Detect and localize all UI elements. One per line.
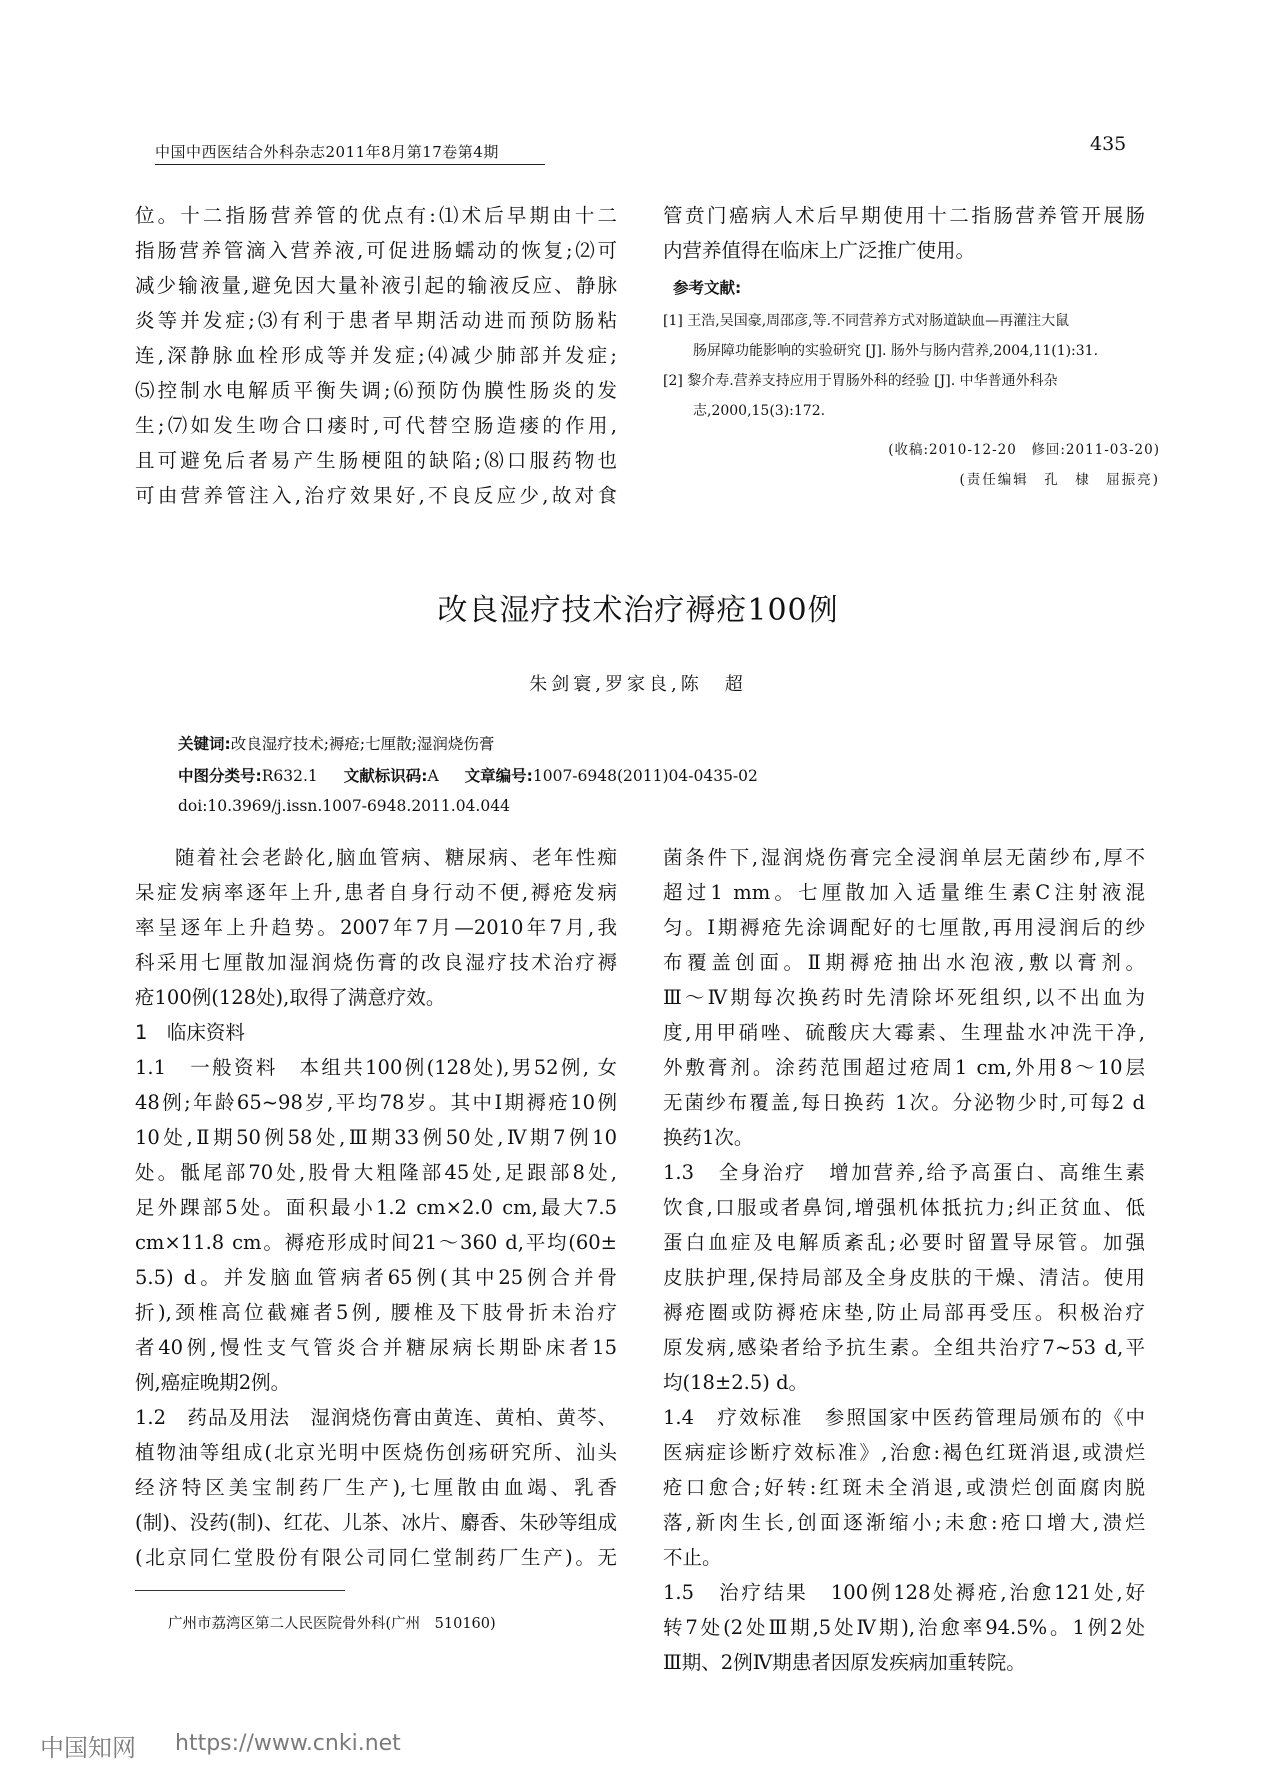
text-line: 折),颈椎高位截瘫者5例, 腰椎及下肢骨折未治疗	[135, 1301, 617, 1324]
text-line: 位。十二指肠营养管的优点有:⑴术后早期由十二	[135, 204, 617, 227]
references-list	[663, 306, 1173, 426]
cnki-watermark-brand: 中国知网	[40, 1734, 136, 1762]
text-line: 者40例,慢性支气管炎合并糖尿病长期卧床者15	[135, 1336, 617, 1359]
text-line: ⑸控制水电解质平衡失调;⑹预防伪膜性肠炎的发	[135, 379, 617, 402]
text-line: 减少输液量,避免因大量补液引起的输液反应、静脉	[135, 274, 617, 297]
text-line: 48例;年龄65~98岁,平均78岁。其中Ⅰ期褥疮10例	[135, 1091, 617, 1114]
keywords: 改良湿疗技术;褥疮;七厘散;湿润烧伤膏	[230, 735, 495, 753]
prev-article-right-column	[663, 198, 1145, 268]
text-line: 炎等并发症;⑶有利于患者早期活动进而预防肠粘	[135, 309, 617, 332]
text-line: 且可避免后者易产生肠梗阻的缺陷;⑻口服药物也	[135, 449, 617, 472]
reference-line: 肠屏障功能影响的实验研究 [J]. 肠外与肠内营养,2004,11(1):31.	[693, 343, 1099, 359]
article-no-value: 1007-6948(2011)04-0435-02	[532, 767, 758, 785]
text-line: 内营养值得在临床上广泛推广使用。	[663, 239, 976, 262]
header-rule	[155, 164, 545, 165]
article-title: 改良湿疗技术治疗褥疮100例	[437, 593, 839, 628]
text-line: 可由营养管注入,治疗效果好,不良反应少,故对食	[135, 484, 617, 507]
text-line: 医病症诊断疗效标准》,治愈:褐色红斑消退,或溃烂	[663, 1441, 1145, 1464]
doi-line: doi:10.3969/j.issn.1007-6948.2011.04.044	[178, 797, 510, 815]
text-line: 落,新肉生长,创面逐渐缩小;未愈:疮口增大,溃烂	[663, 1511, 1145, 1534]
text-line: 疮口愈合;好转:红斑未全消退,或溃烂创面腐肉脱	[663, 1476, 1145, 1499]
text-line: 原发病,感染者给予抗生素。全组共治疗7~53 d,平	[663, 1336, 1145, 1359]
text-line: 1.1 一般资料 本组共100例(128处),男52例, 女	[135, 1056, 617, 1079]
text-line: 1.4 疗效标准 参照国家中医药管理局颁布的《中	[663, 1406, 1145, 1429]
text-line: 率呈逐年上升趋势。2007年7月—2010年7月,我	[135, 916, 617, 939]
text-line: 菌条件下,湿润烧伤膏完全浸润单层无菌纱布,厚不	[663, 846, 1145, 869]
section-heading: 1 临床资料	[135, 1021, 245, 1044]
text-line: 均(18±2.5) d。	[663, 1371, 809, 1394]
text-line: cm×11.8 cm。褥疮形成时间21～360 d,平均(60±	[135, 1231, 617, 1254]
text-line: 连,深静脉血栓形成等并发症;⑷减少肺部并发症;	[135, 344, 617, 367]
text-line: 管贲门癌病人术后早期使用十二指肠营养管开展肠	[663, 204, 1145, 227]
text-line: 例,癌症晚期2例。	[135, 1371, 291, 1394]
author-affiliation-footnote: 广州市荔湾区第二人民医院骨外科(广州 510160)	[168, 1616, 496, 1632]
cnki-watermark-url[interactable]: https://www.cnki.net	[175, 1731, 401, 1756]
text-line: 饮食,口服或者鼻饲,增强机体抵抗力;纠正贫血、低	[663, 1196, 1145, 1219]
text-line: 度,用甲硝唑、硫酸庆大霉素、生理盐水冲洗干净,	[663, 1021, 1145, 1044]
text-line: Ⅲ期、2例Ⅳ期患者因原发疾病加重转院。	[663, 1651, 1026, 1674]
text-line: 经济特区美宝制药厂生产),七厘散由血竭、乳香	[135, 1476, 617, 1499]
text-line: 1.5 治疗结果 100例128处褥疮,治愈121处,好	[663, 1581, 1145, 1604]
received-dates: (收稿:2010-12-20 修回:2011-03-20)	[888, 442, 1160, 458]
text-line: 1.2 药品及用法 湿润烧伤膏由黄连、黄柏、黄芩、	[135, 1406, 617, 1429]
text-line: 皮肤护理,保持局部及全身皮肤的干燥、清洁。使用	[663, 1266, 1145, 1289]
text-line: 转7处(2处Ⅲ期,5处Ⅳ期),治愈率94.5%。1例2处	[663, 1616, 1145, 1639]
clc-label: 中图分类号:	[178, 767, 262, 785]
article-no-label: 文章编号:	[464, 767, 533, 785]
text-line: 处。骶尾部70处,股骨大粗隆部45处,足跟部8处,	[135, 1161, 617, 1184]
reference-line: 志,2000,15(3):172.	[693, 403, 826, 419]
article-left-column	[135, 840, 617, 1575]
text-line: 匀。Ⅰ期褥疮先涂调配好的七厘散,再用浸润后的纱	[663, 916, 1145, 939]
text-line: 蛋白血症及电解质紊乱;必要时留置导尿管。加强	[663, 1231, 1145, 1254]
reference-line: [2] 黎介寿.营养支持应用于胃肠外科的经验 [J]. 中华普通外科杂	[663, 373, 1058, 389]
text-line: 换药1次。	[663, 1126, 754, 1149]
journal-header: 中国中西医结合外科杂志2011年8月第17卷第4期	[155, 143, 499, 161]
text-line: 无菌纱布覆盖,每日换药 1次。分泌物少时,可每2 d	[663, 1091, 1145, 1114]
keywords-label: 关键词:	[178, 735, 231, 753]
text-line: 褥疮圈或防褥疮床垫,防止局部再受压。积极治疗	[663, 1301, 1145, 1324]
text-line: 科采用七厘散加湿润烧伤膏的改良湿疗技术治疗褥	[135, 951, 617, 974]
article-authors: 朱剑寰,罗家良,陈 超	[529, 674, 747, 695]
responsible-editors: (责任编辑 孔 棣 屈振亮)	[959, 472, 1160, 488]
text-line: 不止。	[663, 1546, 722, 1569]
reference-line: [1] 王浩,吴国豪,周邵彦,等.不同营养方式对肠道缺血—再灌注大鼠	[663, 313, 1070, 329]
references-title: 参考文献:	[673, 279, 742, 297]
text-line: 5.5) d。并发脑血管病者65例(其中25例合并骨	[135, 1266, 617, 1289]
text-line: 1.3 全身治疗 增加营养,给予高蛋白、高维生素	[663, 1161, 1145, 1184]
keywords-line	[178, 732, 494, 754]
article-right-column	[663, 840, 1145, 1680]
text-line: (制)、没药(制)、红花、儿茶、冰片、麝香、朱砂等组成	[135, 1511, 617, 1534]
text-line: 呆症发病率逐年上升,患者自身行动不便,褥疮发病	[135, 881, 617, 904]
text-line: 外敷膏剂。涂药范围超过疮周1 cm,外用8～10层	[663, 1056, 1145, 1079]
text-line: 10处,Ⅱ期50例58处,Ⅲ期33例50处,Ⅳ期7例10	[135, 1126, 617, 1149]
text-line: 足外踝部5处。面积最小1.2 cm×2.0 cm,最大7.5	[135, 1196, 617, 1219]
classification-line	[178, 764, 758, 786]
text-line: 植物油等组成(北京光明中医烧伤创疡研究所、汕头	[135, 1441, 617, 1464]
doc-code-value: A	[427, 767, 439, 785]
text-line: 随着社会老龄化,脑血管病、糖尿病、老年性痴	[175, 846, 617, 869]
text-line: 超过1 mm。七厘散加入适量维生素C注射液混	[663, 881, 1145, 904]
doc-code-label: 文献标识码:	[343, 767, 428, 785]
page-number: 435	[1090, 133, 1127, 155]
text-line: 布覆盖创面。Ⅱ期褥疮抽出水泡液,敷以膏剂。	[663, 951, 1145, 974]
text-line: Ⅲ～Ⅳ期每次换药时先清除坏死组织,以不出血为	[663, 986, 1145, 1009]
text-line: 疮100例(128处),取得了满意疗效。	[135, 986, 446, 1009]
prev-article-left-column	[135, 198, 617, 513]
text-line: 生;⑺如发生吻合口瘘时,可代替空肠造瘘的作用,	[135, 414, 617, 437]
clc-value: R632.1	[261, 767, 318, 785]
text-line: 指肠营养管滴入营养液,可促进肠蠕动的恢复;⑵可	[135, 239, 617, 262]
text-line: (北京同仁堂股份有限公司同仁堂制药厂生产)。无	[135, 1546, 617, 1569]
footnote-rule	[135, 1590, 345, 1591]
